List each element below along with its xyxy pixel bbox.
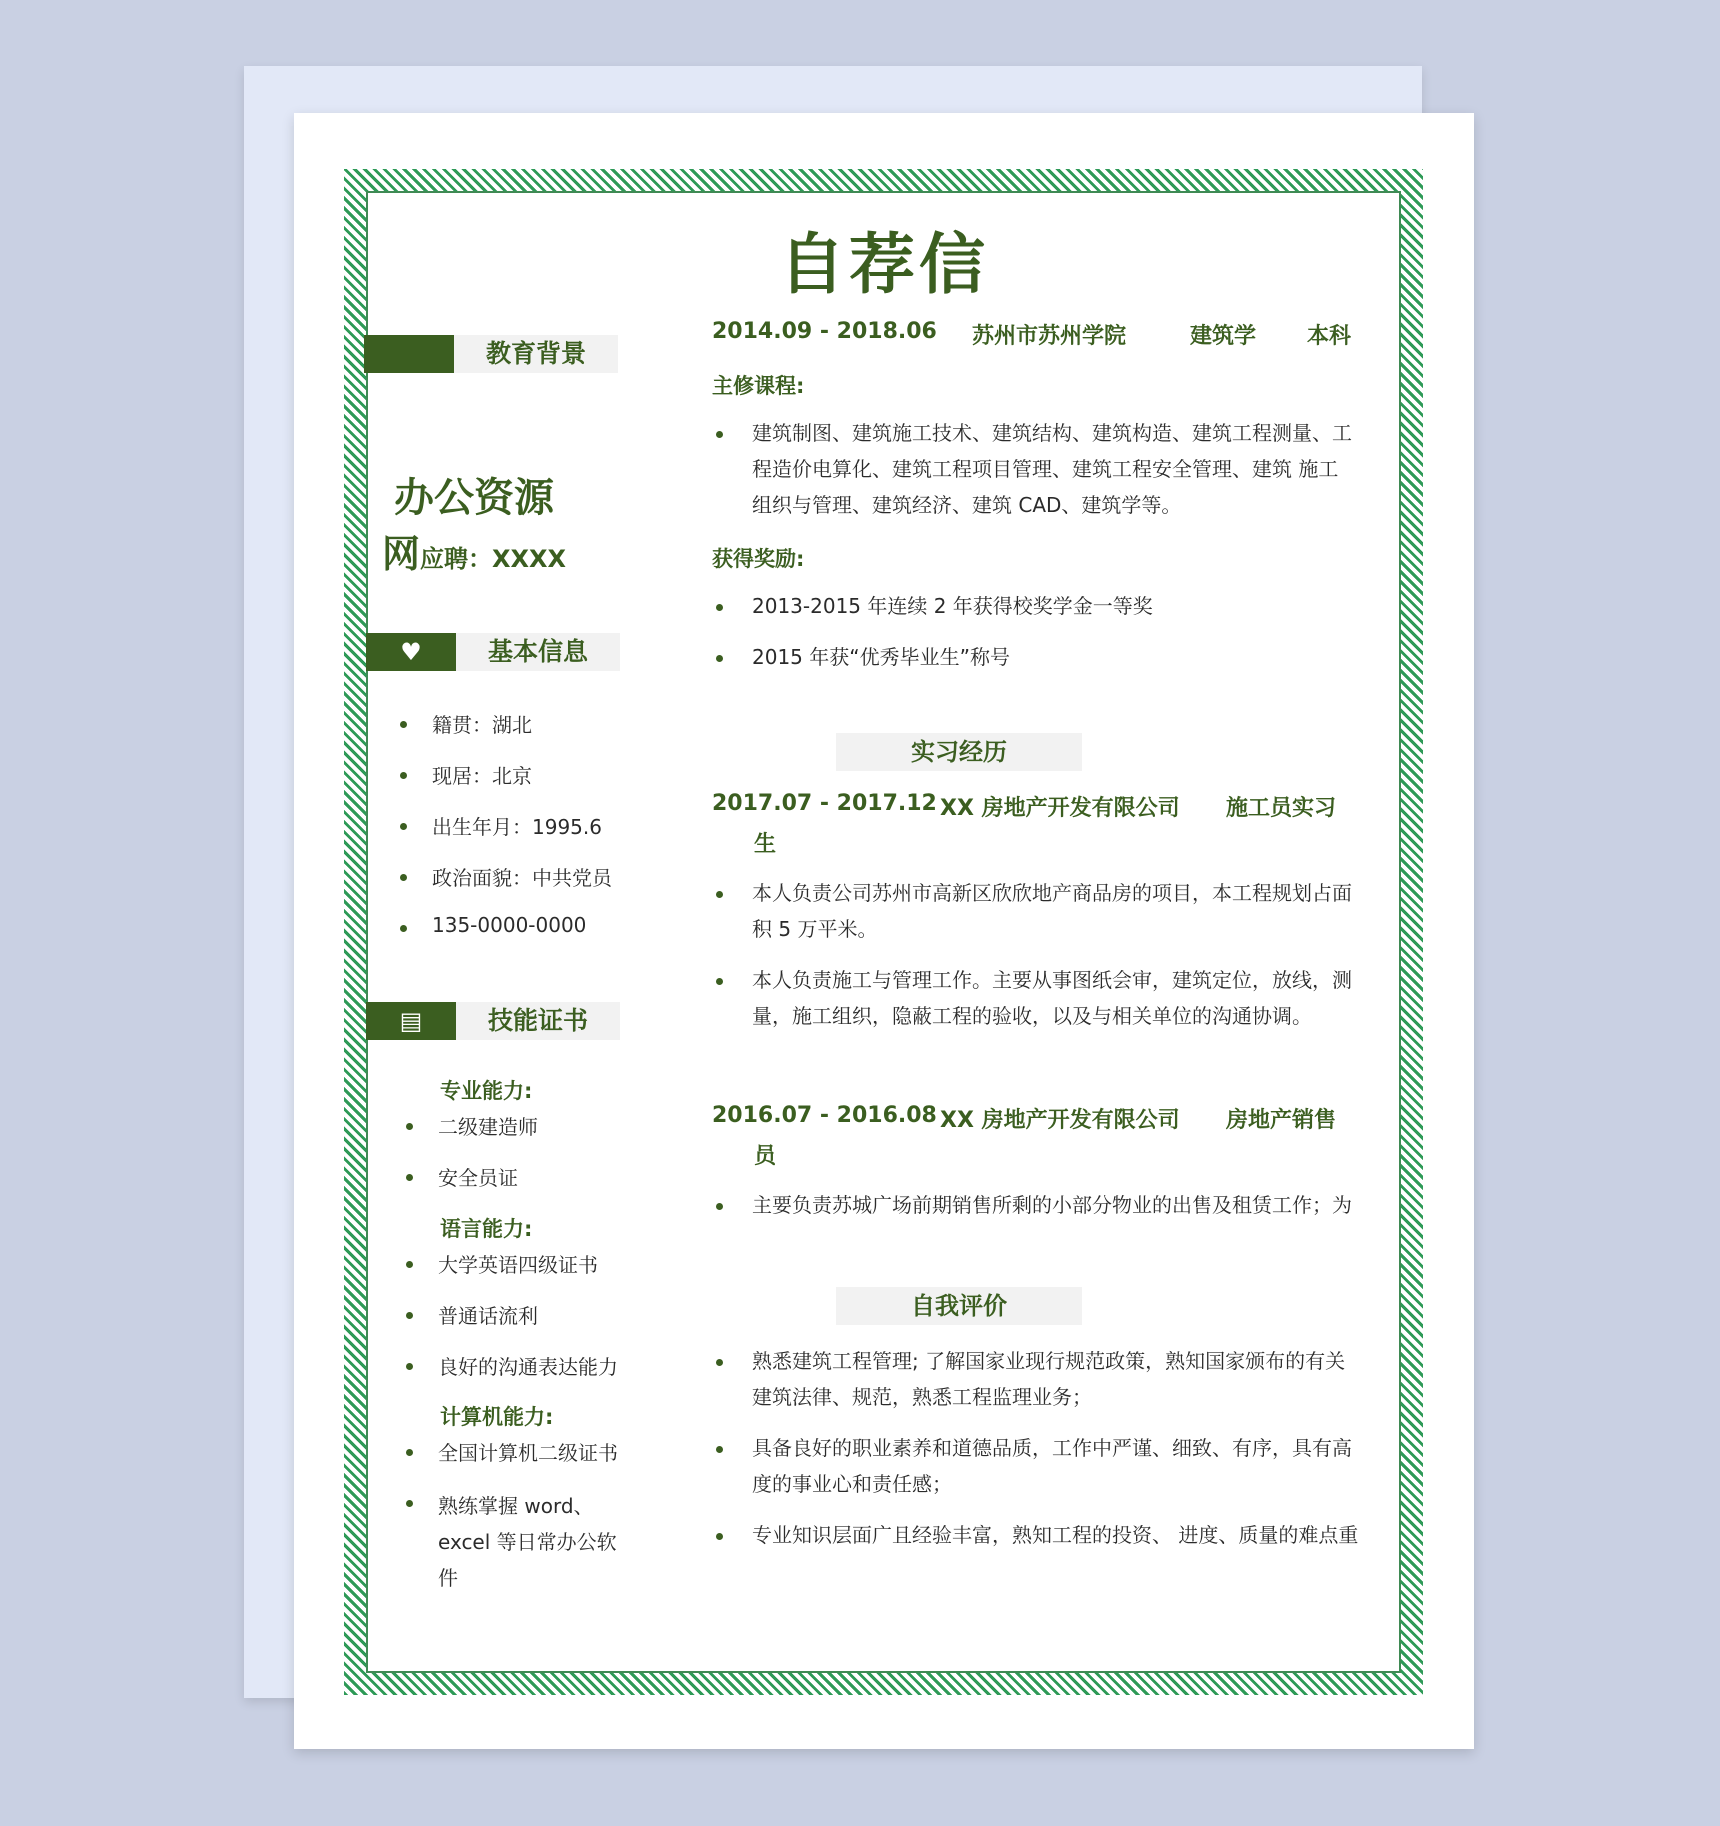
list-item: 本人负责公司苏州市高新区欣欣地产商品房的项目，本工程规划占面积 5 万平米。	[712, 875, 1352, 947]
education-period: 2014.09 - 2018.06	[712, 319, 937, 344]
computer-title: 计算机能力:	[440, 1405, 554, 1429]
list-item: 熟悉建筑工程管理; 了解国家业现行规范政策，熟知国家颁布的有关建筑法律、规范，熟悉工程监理业务；	[712, 1343, 1362, 1415]
awards-title: 获得奖励:	[712, 547, 805, 571]
list-item: 安全员证	[404, 1162, 634, 1213]
list-item: 大学英语四级证书	[404, 1249, 634, 1300]
education-row	[712, 319, 1352, 349]
list-item: 135-0000-0000	[398, 913, 628, 964]
education-label: 教育背景	[454, 335, 618, 373]
skills-label: 技能证书	[456, 1002, 620, 1040]
job-role: 房地产销售	[1226, 1108, 1337, 1133]
awards-list	[712, 588, 1352, 675]
list-item: 2015 年获“优秀毕业生”称号	[712, 639, 1352, 675]
language-title: 语言能力:	[440, 1217, 533, 1241]
list-item: 主要负责苏城广场前期销售所剩的小部分物业的出售及租赁工作；为	[712, 1187, 1352, 1223]
list-item: 现居：北京	[398, 760, 628, 811]
list-item: 良好的沟通表达能力	[404, 1351, 634, 1402]
heart-icon: ♥	[400, 638, 422, 666]
printer-icon: ▤	[399, 1007, 423, 1035]
job-company: XX 房地产开发有限公司	[940, 796, 1180, 821]
header-bar	[366, 1002, 456, 1040]
self-eval-list	[712, 1343, 1362, 1553]
job-row	[712, 791, 1352, 859]
job-role: 施工员实习	[1226, 796, 1337, 821]
professional-list	[404, 1111, 634, 1213]
job-company: XX 房地产开发有限公司	[940, 1108, 1180, 1133]
list-item: 建筑制图、建筑施工技术、建筑结构、建筑构造、建筑工程测量、工程造价电算化、建筑工程项目管理、建筑工程安全管理、建筑 施工组织与管理、建筑经济、建筑 CAD、建筑学等。	[712, 415, 1352, 523]
page-title: 自荐信	[779, 226, 989, 303]
name-block	[354, 473, 594, 578]
education-major: 建筑学	[1190, 324, 1257, 349]
internship-label: 实习经历	[836, 733, 1082, 771]
professional-title: 专业能力:	[440, 1079, 533, 1103]
computer-list	[404, 1437, 624, 1596]
resume-sheet	[294, 113, 1474, 1749]
education-school: 苏州市苏州学院	[972, 324, 1127, 349]
job-duties	[712, 875, 1352, 1034]
list-item: 熟练掌握 word、excel 等日常办公软件	[404, 1488, 624, 1596]
list-item: 本人负责施工与管理工作。主要从事图纸会审，建筑定位，放线，测量，施工组织，隐蔽工程的验收，以及与相关单位的沟通协调。	[712, 962, 1352, 1034]
courses-list	[712, 415, 1352, 523]
list-item: 普通话流利	[404, 1300, 634, 1351]
basic-info-label: 基本信息	[456, 633, 620, 671]
list-item: 全国计算机二级证书	[404, 1437, 624, 1488]
language-list	[404, 1249, 634, 1402]
job-row	[712, 1103, 1352, 1171]
job-duties	[712, 1187, 1352, 1223]
list-item: 2013-2015 年连续 2 年获得校奖学金一等奖	[712, 588, 1352, 624]
list-item: 具备良好的职业素养和道德品质，工作中严谨、细致、有序，具有高度的事业心和责任感；	[712, 1430, 1362, 1502]
header-bar	[366, 633, 456, 671]
list-item: 籍贯：湖北	[398, 709, 628, 760]
basic-info-list	[398, 709, 628, 964]
name-line-2	[354, 523, 594, 578]
job-period: 2016.07 - 2016.08	[712, 1103, 937, 1128]
list-item: 出生年月：1995.6	[398, 811, 628, 862]
list-item: 二级建造师	[404, 1111, 634, 1162]
list-item: 专业知识层面广且经验丰富，熟知工程的投资、 进度、质量的难点重	[712, 1517, 1362, 1553]
job-role-cont: 员	[754, 1144, 777, 1169]
education-degree: 本科	[1307, 324, 1352, 349]
courses-title: 主修课程:	[712, 374, 805, 398]
job-period: 2017.07 - 2017.12	[712, 791, 937, 816]
name-line-2-big: 网	[381, 532, 420, 576]
self-eval-label: 自我评价	[836, 1287, 1082, 1325]
job-role-cont: 生	[754, 832, 777, 857]
name-line-1: 办公资源	[394, 475, 554, 521]
application-position: 应聘：XXXX	[420, 545, 567, 573]
list-item: 政治面貌：中共党员	[398, 862, 628, 913]
header-bar	[364, 335, 454, 373]
